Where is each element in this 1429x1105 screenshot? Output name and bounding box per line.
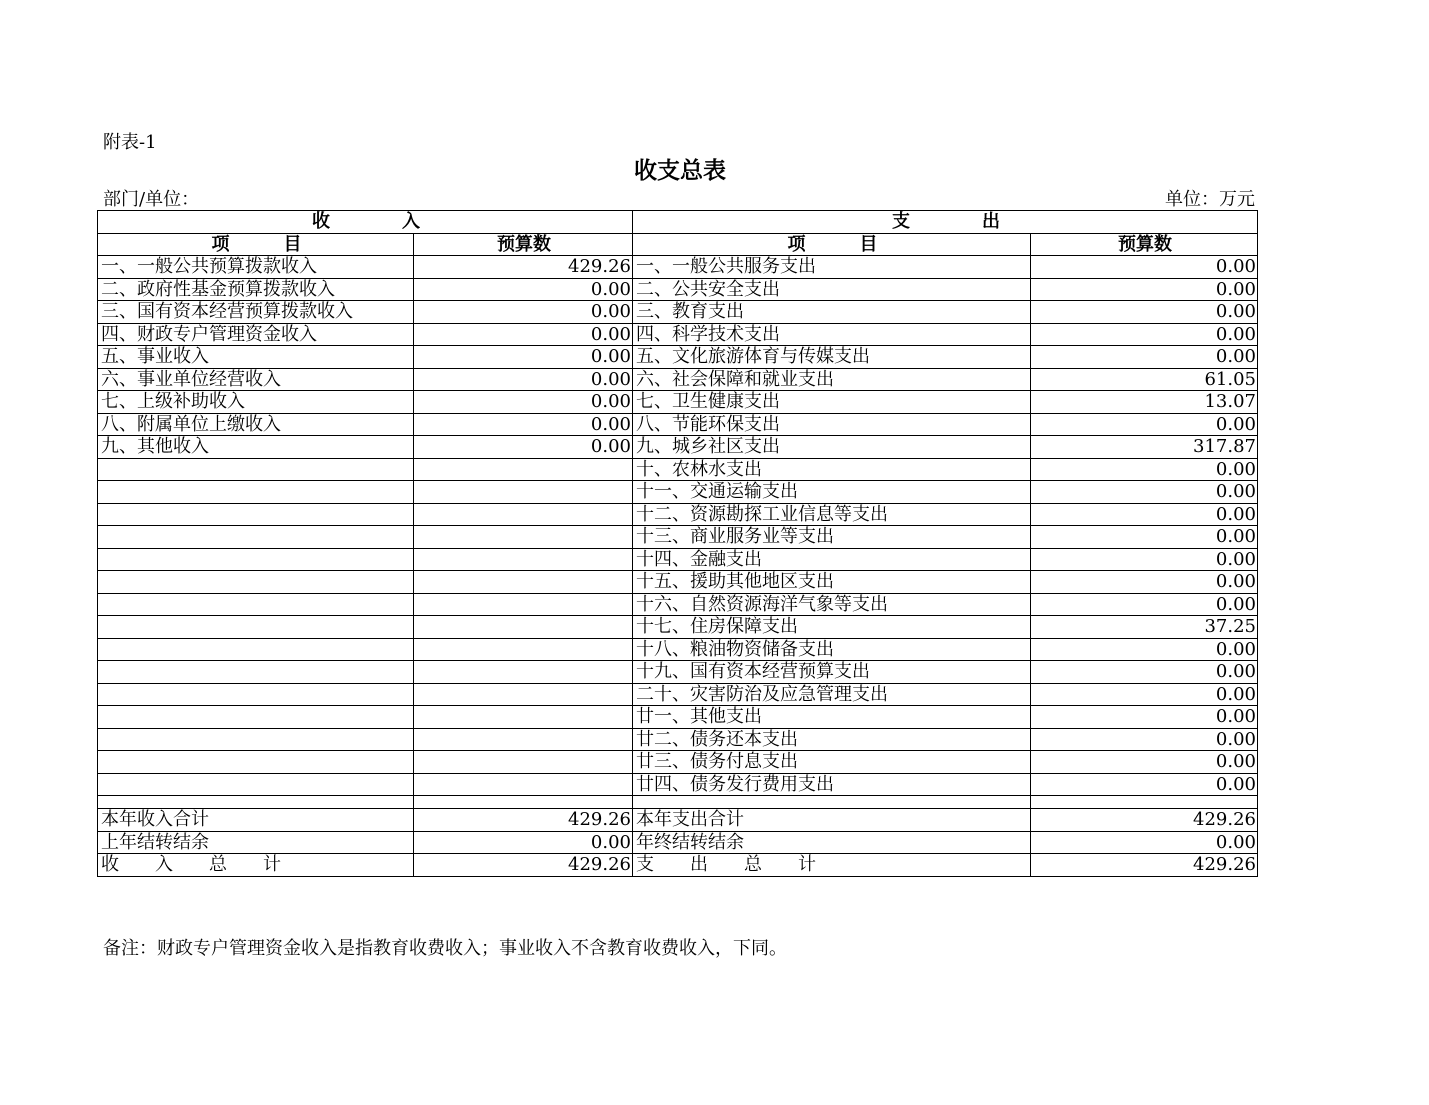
income-amount-cell: [414, 728, 633, 751]
expense-amount-cell: 0.00: [1031, 503, 1258, 526]
table-row: [98, 571, 1258, 594]
income-amount-cell: 0.00: [414, 413, 633, 436]
income-amount-cell: 0.00: [414, 436, 633, 459]
expense-amount-cell: 0.00: [1031, 458, 1258, 481]
expense-item-cell: 七、卫生健康支出: [633, 391, 1031, 414]
header-row-columns: [98, 233, 1258, 256]
table-row: [98, 809, 1258, 832]
table-row: [98, 831, 1258, 854]
table-row: [98, 436, 1258, 459]
income-item-cell: [98, 481, 414, 504]
income-amount-cell: [414, 593, 633, 616]
expense-item-cell: 十三、商业服务业等支出: [633, 526, 1031, 549]
table-row: [98, 278, 1258, 301]
unit-label: 单位：万元: [1165, 189, 1255, 210]
income-item-cell: [98, 796, 414, 809]
income-amount-cell: [414, 706, 633, 729]
income-item-cell: [98, 526, 414, 549]
income-item-cell: [98, 773, 414, 796]
expense-amount-cell: 0.00: [1031, 256, 1258, 279]
income-item-cell: 收 入 总 计: [98, 854, 414, 877]
expense-amount-cell: 0.00: [1031, 831, 1258, 854]
expense-amount-cell: 0.00: [1031, 571, 1258, 594]
table-row: [98, 256, 1258, 279]
income-item-cell: 五、事业收入: [98, 346, 414, 369]
expense-amount-cell: 0.00: [1031, 301, 1258, 324]
expense-item-cell: 廿三、债务付息支出: [633, 751, 1031, 774]
income-item-cell: 四、财政专户管理资金收入: [98, 323, 414, 346]
table-row: [98, 346, 1258, 369]
table-row: [98, 391, 1258, 414]
table-row: [98, 728, 1258, 751]
table-row: [98, 526, 1258, 549]
table-row: [98, 773, 1258, 796]
table-row: [98, 323, 1258, 346]
expense-amount-cell: 0.00: [1031, 481, 1258, 504]
income-item-cell: [98, 683, 414, 706]
income-item-cell: 八、附属单位上缴收入: [98, 413, 414, 436]
expense-item-header: 项 目: [633, 233, 1031, 256]
table-row: [98, 661, 1258, 684]
expense-item-cell: 九、城乡社区支出: [633, 436, 1031, 459]
expense-item-cell: 本年支出合计: [633, 809, 1031, 832]
expense-item-cell: 十六、自然资源海洋气象等支出: [633, 593, 1031, 616]
income-amount-cell: [414, 526, 633, 549]
expense-item-cell: 十五、援助其他地区支出: [633, 571, 1031, 594]
income-item-cell: 七、上级补助收入: [98, 391, 414, 414]
income-item-cell: [98, 728, 414, 751]
income-item-cell: 二、政府性基金预算拨款收入: [98, 278, 414, 301]
income-amount-cell: 0.00: [414, 346, 633, 369]
expense-amount-cell: 0.00: [1031, 526, 1258, 549]
income-amount-cell: [414, 638, 633, 661]
expense-item-cell: 支 出 总 计: [633, 854, 1031, 877]
income-item-cell: 六、事业单位经营收入: [98, 368, 414, 391]
expense-amount-cell: 0.00: [1031, 548, 1258, 571]
table-row: [98, 458, 1258, 481]
table-row: [98, 481, 1258, 504]
income-amount-cell: 0.00: [414, 301, 633, 324]
expense-item-cell: 十一、交通运输支出: [633, 481, 1031, 504]
expense-amount-cell: 429.26: [1031, 809, 1258, 832]
expense-item-cell: 三、教育支出: [633, 301, 1031, 324]
expense-amount-cell: 0.00: [1031, 413, 1258, 436]
expense-amount-cell: 0.00: [1031, 346, 1258, 369]
income-item-cell: 本年收入合计: [98, 809, 414, 832]
expense-amount-cell: 0.00: [1031, 706, 1258, 729]
table-row: [98, 706, 1258, 729]
table-row: [98, 616, 1258, 639]
expense-amount-cell: 0.00: [1031, 638, 1258, 661]
income-item-header: 项 目: [98, 233, 414, 256]
expense-item-cell: [633, 796, 1031, 809]
expense-section-header: 支 出: [633, 211, 1258, 234]
income-amount-cell: [414, 548, 633, 571]
income-amount-cell: 0.00: [414, 278, 633, 301]
expense-amount-header: 预算数: [1031, 233, 1258, 256]
table-row: [98, 751, 1258, 774]
income-amount-cell: [414, 661, 633, 684]
income-amount-cell: 429.26: [414, 256, 633, 279]
income-item-cell: [98, 548, 414, 571]
expense-amount-cell: 0.00: [1031, 773, 1258, 796]
expense-amount-cell: 0.00: [1031, 323, 1258, 346]
table-row: [98, 796, 1258, 809]
income-item-cell: 一、一般公共预算拨款收入: [98, 256, 414, 279]
income-amount-cell: 0.00: [414, 831, 633, 854]
table-row: [98, 301, 1258, 324]
table-row: [98, 683, 1258, 706]
income-item-cell: [98, 706, 414, 729]
income-amount-cell: 0.00: [414, 368, 633, 391]
expense-item-cell: 六、社会保障和就业支出: [633, 368, 1031, 391]
expense-item-cell: 廿四、债务发行费用支出: [633, 773, 1031, 796]
footnote: 备注：财政专户管理资金收入是指教育收费收入；事业收入不含教育收费收入，下同。: [103, 938, 787, 959]
expense-amount-cell: 0.00: [1031, 593, 1258, 616]
expense-item-cell: 年终结转结余: [633, 831, 1031, 854]
expense-item-cell: 十七、住房保障支出: [633, 616, 1031, 639]
expense-item-cell: 十、农林水支出: [633, 458, 1031, 481]
expense-amount-cell: 0.00: [1031, 728, 1258, 751]
income-amount-cell: [414, 773, 633, 796]
income-amount-cell: 0.00: [414, 391, 633, 414]
income-amount-cell: [414, 458, 633, 481]
expense-amount-cell: 13.07: [1031, 391, 1258, 414]
table-row: [98, 593, 1258, 616]
expense-item-cell: 十二、资源勘探工业信息等支出: [633, 503, 1031, 526]
table-row: [98, 368, 1258, 391]
income-item-cell: [98, 593, 414, 616]
income-item-cell: 三、国有资本经营预算拨款收入: [98, 301, 414, 324]
income-amount-cell: 429.26: [414, 854, 633, 877]
expense-amount-cell: 317.87: [1031, 436, 1258, 459]
page-title: 收支总表: [634, 157, 726, 184]
expense-item-cell: 二十、灾害防治及应急管理支出: [633, 683, 1031, 706]
annex-label: 附表-1: [103, 132, 157, 153]
expense-amount-cell: 0.00: [1031, 278, 1258, 301]
income-amount-cell: [414, 503, 633, 526]
income-item-cell: [98, 458, 414, 481]
expense-amount-cell: 37.25: [1031, 616, 1258, 639]
expense-amount-cell: 0.00: [1031, 661, 1258, 684]
expense-item-cell: 四、科学技术支出: [633, 323, 1031, 346]
table-row: [98, 548, 1258, 571]
income-amount-cell: [414, 571, 633, 594]
income-item-cell: 九、其他收入: [98, 436, 414, 459]
expense-item-cell: 廿二、债务还本支出: [633, 728, 1031, 751]
income-item-cell: [98, 571, 414, 594]
expense-amount-cell: 61.05: [1031, 368, 1258, 391]
expense-item-cell: 十九、国有资本经营预算支出: [633, 661, 1031, 684]
income-amount-cell: 429.26: [414, 809, 633, 832]
expense-item-cell: 廿一、其他支出: [633, 706, 1031, 729]
income-item-cell: 上年结转结余: [98, 831, 414, 854]
expense-item-cell: 一、一般公共服务支出: [633, 256, 1031, 279]
income-item-cell: [98, 638, 414, 661]
income-item-cell: [98, 661, 414, 684]
expense-item-cell: 二、公共安全支出: [633, 278, 1031, 301]
expense-item-cell: 十八、粮油物资储备支出: [633, 638, 1031, 661]
department-label: 部门/单位：: [103, 189, 200, 210]
expense-amount-cell: 0.00: [1031, 751, 1258, 774]
income-expense-table: [97, 210, 1258, 877]
expense-item-cell: 八、节能环保支出: [633, 413, 1031, 436]
income-amount-cell: [414, 481, 633, 504]
income-item-cell: [98, 616, 414, 639]
income-amount-cell: [414, 616, 633, 639]
income-item-cell: [98, 751, 414, 774]
table-row: [98, 503, 1258, 526]
table-row: [98, 413, 1258, 436]
expense-amount-cell: [1031, 796, 1258, 809]
income-item-cell: [98, 503, 414, 526]
income-amount-cell: [414, 751, 633, 774]
table-row: [98, 854, 1258, 877]
expense-amount-cell: 0.00: [1031, 683, 1258, 706]
header-row-sections: [98, 211, 1258, 234]
income-amount-cell: [414, 683, 633, 706]
expense-item-cell: 五、文化旅游体育与传媒支出: [633, 346, 1031, 369]
income-amount-cell: 0.00: [414, 323, 633, 346]
table-row: [98, 638, 1258, 661]
income-amount-header: 预算数: [414, 233, 633, 256]
income-amount-cell: [414, 796, 633, 809]
expense-item-cell: 十四、金融支出: [633, 548, 1031, 571]
expense-amount-cell: 429.26: [1031, 854, 1258, 877]
income-section-header: 收 入: [98, 211, 633, 234]
